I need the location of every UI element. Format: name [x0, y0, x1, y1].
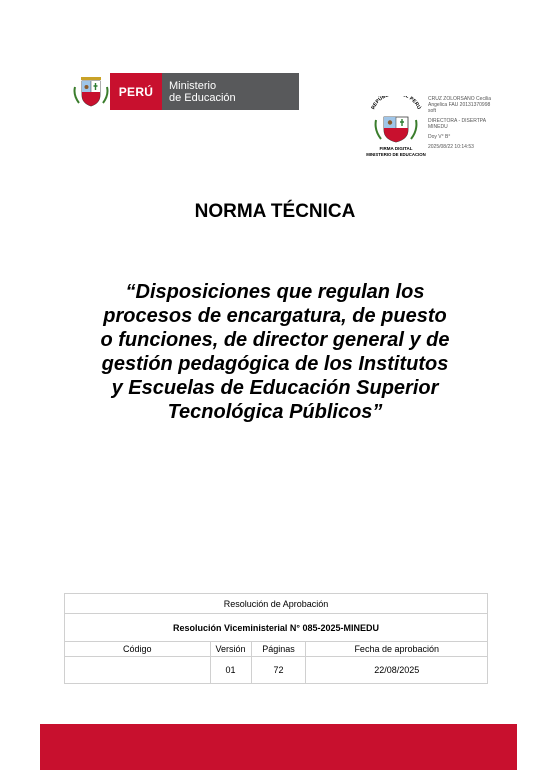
- signer-line-1: CRUZ ZOLORSANO Cecilia: [428, 96, 492, 102]
- ministry-label: [162, 73, 299, 110]
- header-pages: Páginas: [251, 642, 306, 657]
- seal-bottom-line-1: FIRMA DIGITAL: [379, 146, 413, 151]
- approval-section-label: Resolución de Aprobación: [65, 594, 488, 614]
- signer-role-line-1: DIRECTORA - DISERTPA: [428, 118, 487, 124]
- approval-section-row: [65, 594, 488, 614]
- signer-line-2: Angelica FAU 20131370998: [428, 102, 491, 108]
- value-pages: 72: [251, 657, 306, 684]
- seal-top-text: [370, 96, 422, 111]
- signature-seal-graphic: [366, 96, 426, 158]
- ministry-line-1: Ministerio: [169, 79, 217, 92]
- value-approval-date: 22/08/2025: [306, 657, 488, 684]
- seal-bottom-line-2: MINISTERIO DE EDUCACION: [366, 152, 426, 157]
- peru-coat-of-arms-icon: [72, 73, 110, 110]
- document-subtitle: “Disposiciones que regulan los procesos de encargatura, de puesto o funciones, de director general y de gestión pedagógica de los Institutos y Escuelas de Educación Superior Tecnológica Públicos”: [100, 281, 450, 423]
- document-title: NORMA TÉCNICA: [194, 201, 356, 222]
- approval-table: [64, 593, 488, 684]
- value-version: 01: [210, 657, 251, 684]
- signature-timestamp: 2025/08/22 10:14:53: [428, 144, 474, 150]
- header-version: Versión: [210, 642, 251, 657]
- table-header-row: [65, 642, 488, 657]
- minedu-logo: [72, 73, 299, 110]
- signer-line-3: soft: [428, 108, 437, 114]
- header-code: Código: [65, 642, 211, 657]
- table-values-row: [65, 657, 488, 684]
- resolution-row: [65, 614, 488, 642]
- signer-approval: Doy V° B°: [428, 134, 451, 140]
- footer-red-bar: [40, 724, 517, 770]
- ministry-line-2: de Educación: [169, 91, 236, 104]
- digital-signature-seal: [366, 96, 426, 158]
- header-approval-date: Fecha de aprobación: [306, 642, 488, 657]
- value-code: [65, 657, 211, 684]
- signer-role-line-2: MINEDU: [428, 124, 448, 130]
- resolution-number: Resolución Viceministerial N° 085-2025-MINEDU: [65, 614, 488, 642]
- seal-top-textpath: REPÚB L PERÚ: [370, 96, 422, 111]
- peru-label: PERÚ: [110, 73, 162, 110]
- digital-signature-info: [428, 96, 508, 150]
